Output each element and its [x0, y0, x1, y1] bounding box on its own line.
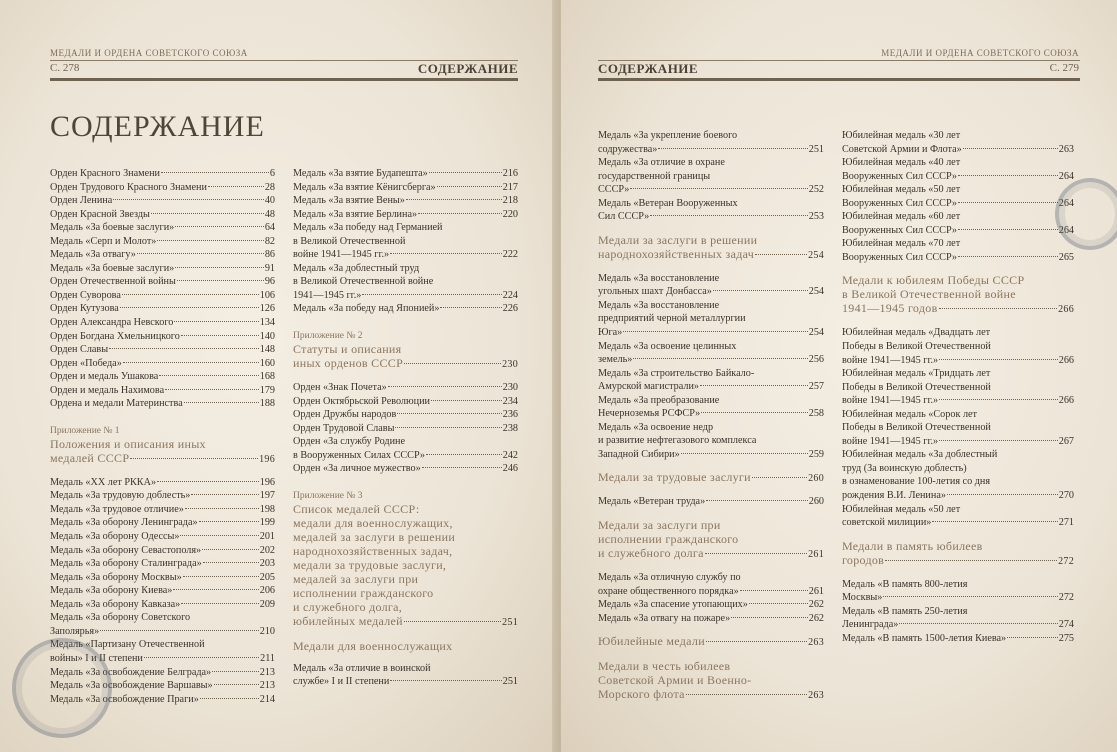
section-heading-entry[interactable]: и служебного долга 261	[598, 546, 824, 561]
toc-entry[interactable]: Орден Богдана Хмельницкого 140	[50, 330, 275, 342]
toc-line: Медаль «За победу над Германией	[293, 222, 443, 234]
toc-group	[293, 167, 518, 221]
toc-line: Медаль «За отличие в воинской	[293, 662, 431, 674]
toc-line: Медаль «За восстановление	[598, 272, 720, 284]
toc-entry[interactable]: Орден Кутузова 126	[50, 303, 275, 315]
toc-entry[interactable]: Медаль «За освобождение Праги» 214	[50, 693, 275, 705]
toc-line: в ознаменование 100-летия со дня	[842, 476, 991, 488]
ink-stamp	[1055, 178, 1117, 250]
toc-group	[598, 571, 824, 625]
toc-entry[interactable]: угольных шахт Донбасса» 254	[598, 286, 824, 298]
toc-entry[interactable]: Орден и медаль Нахимова 179	[50, 384, 275, 396]
toc-line: Юбилейная медаль «40 лет	[842, 157, 961, 169]
toc-entry[interactable]: Медаль «XX лет РККА» 196	[50, 476, 275, 488]
section-heading-line: медали за трудовые заслуги,	[293, 557, 447, 572]
running-head-left: МЕДАЛИ И ОРДЕНА СОВЕТСКОГО СОЮЗА	[50, 48, 248, 58]
section-heading-line: Медали к юбилеям Победы СССР	[842, 273, 1025, 288]
toc-line: Медаль «За строительство Байкало-	[598, 367, 755, 379]
page-number-right: С. 279	[1049, 62, 1079, 74]
toc-entry[interactable]: Медаль «За победу над Японией» 226	[293, 303, 518, 315]
toc-line: Медаль «В память 800-летия	[842, 578, 968, 590]
section-heading-lines	[293, 502, 518, 614]
toc-entry[interactable]: Медаль «За освобождение Варшавы» 213	[50, 680, 275, 692]
toc-line: Юбилейная медаль «60 лет	[842, 211, 961, 223]
toc-line: Юбилейная медаль «50 лет	[842, 503, 961, 515]
toc-group	[598, 272, 824, 462]
toc-entry[interactable]: Орден Красной Звезды 48	[50, 208, 275, 220]
appendix-label: Приложение № 3	[293, 490, 363, 501]
toc-group	[842, 129, 1074, 264]
toc-group	[293, 381, 518, 435]
section-heading	[598, 659, 824, 703]
toc-column-1	[50, 167, 275, 706]
toc-line: Медаль «За освоение целинных	[598, 340, 737, 352]
right-page	[561, 0, 1117, 752]
toc-entry[interactable]: Орден Красного Знамени 6	[50, 168, 275, 179]
toc-entry[interactable]: Орден Трудового Красного Знамени 28	[50, 181, 275, 193]
toc-entry[interactable]: Орден и медаль Ушакова 168	[50, 371, 275, 383]
toc-line: Юбилейная медаль «30 лет	[842, 130, 961, 141]
toc-line: Юбилейная медаль «50 лет	[842, 184, 961, 196]
header-rule-thick	[598, 78, 1080, 81]
toc-entry[interactable]: Орден Александра Невского 134	[50, 317, 275, 329]
toc-entry[interactable]: СССР» 252	[598, 184, 824, 196]
toc-entry[interactable]: Вооруженных Сил СССР» 264	[842, 224, 1074, 236]
toc-entry[interactable]: Медаль «За оборону Киева» 206	[50, 585, 275, 597]
toc-entry[interactable]: Сил СССР» 253	[598, 211, 824, 223]
toc-entry[interactable]: Медаль «В память 1500-летия Киева» 275	[842, 632, 1074, 644]
section-heading-line: медалей за заслуги при	[293, 571, 419, 586]
section-heading-entry[interactable]: Морского флота 263	[598, 687, 824, 702]
section-heading-line: Медали в честь юбилеев	[598, 659, 731, 674]
toc-entry[interactable]: советской милиции» 271	[842, 517, 1074, 529]
toc-entry[interactable]: в Вооруженных Силах СССР» 242	[293, 449, 518, 461]
section-heading-entry[interactable]: иных орденов СССР 230	[293, 356, 518, 371]
toc-entry[interactable]: Медаль «За спасение утопающих» 262	[598, 599, 824, 611]
toc-entry[interactable]: Юга» 254	[598, 327, 824, 339]
toc-line: и развитие нефтегазового комплекса	[598, 435, 757, 447]
page-number-left: С. 278	[50, 62, 80, 74]
toc-entry[interactable]: Медаль «За оборону Сталинграда» 203	[50, 558, 275, 570]
toc-entry[interactable]: Медаль «Серп и Молот» 82	[50, 235, 275, 247]
toc-line: Медаль «За отличие в охране	[598, 157, 725, 169]
section-heading-line: Советской Армии и Военно-	[598, 673, 752, 688]
toc-line: Медаль «В память 250-летия	[842, 605, 968, 617]
toc-entry[interactable]: войне 1941—1945 гг.» 267	[842, 435, 1074, 447]
toc-entry[interactable]: Медаль «За оборону Кавказа» 209	[50, 598, 275, 610]
section-heading-line: медалей за заслуги в решении	[293, 529, 456, 544]
toc-entry[interactable]: земель» 256	[598, 354, 824, 366]
toc-line: Юбилейная медаль «Двадцать лет	[842, 327, 991, 339]
toc-entry[interactable]: Вооруженных Сил СССР» 264	[842, 197, 1074, 209]
toc-group	[842, 578, 1074, 646]
toc-entry[interactable]: войне 1941—1945 гг.» 266	[842, 395, 1074, 407]
toc-entry[interactable]: Медаль «За взятие Будапешта» 216	[293, 168, 518, 179]
section-heading-line: народнохозяйственных задач,	[293, 543, 453, 558]
toc-line: Медаль «За освоение недр	[598, 421, 714, 433]
toc-entry[interactable]: Медаль «За оборону Севастополя» 202	[50, 544, 275, 556]
section-heading-entry[interactable]: городов 272	[842, 552, 1074, 567]
toc-entry[interactable]: 1941—1945 гг.» 224	[293, 289, 518, 301]
toc-line: Победы в Великой Отечественной	[842, 422, 991, 434]
toc-entry[interactable]: войне 1941—1945 гг.» 266	[842, 354, 1074, 366]
section-heading-line: Список медалей СССР:	[293, 501, 420, 516]
section-heading-line: медали для военнослужащих,	[293, 515, 453, 530]
header-title-right: СОДЕРЖАНИЕ	[598, 61, 699, 76]
toc-entry[interactable]: Вооруженных Сил СССР» 264	[842, 170, 1074, 182]
toc-entry[interactable]: Медаль «За боевые заслуги» 64	[50, 222, 275, 234]
toc-entry[interactable]: Советской Армии и Флота» 263	[842, 143, 1074, 155]
section-heading-lines	[598, 659, 824, 687]
toc-entry[interactable]: Медаль «За боевые заслуги» 91	[50, 262, 275, 274]
section-heading-line: в Великой Отечественной войне	[842, 287, 1016, 302]
toc-line: предприятий черной металлургии	[598, 313, 746, 325]
toc-line: Медаль «За отличную службу по	[598, 572, 741, 584]
toc-line: Медаль «За восстановление	[598, 299, 720, 311]
toc-column-3	[598, 129, 824, 703]
toc-entry[interactable]: Орден Трудовой Славы 238	[293, 422, 518, 434]
toc-entry[interactable]: Вооруженных Сил СССР» 265	[842, 251, 1074, 263]
section-heading-lines	[598, 518, 824, 546]
toc-group	[50, 167, 275, 411]
toc-entry[interactable]: Орден «За личное мужество» 246	[293, 463, 518, 475]
toc-entry[interactable]: Медаль «За оборону Москвы» 205	[50, 571, 275, 583]
toc-line: Медаль «Ветеран Вооруженных	[598, 197, 738, 209]
toc-entry[interactable]: Медаль «За трудовую доблесть» 197	[50, 490, 275, 502]
toc-line: государственной границы	[598, 170, 711, 182]
toc-line: Орден «За службу Родине	[293, 436, 406, 448]
section-heading-line: исполнении гражданского	[293, 585, 434, 600]
toc-line: Медаль «За преобразование	[598, 394, 720, 406]
section-heading-entry[interactable]: медалей СССР 196	[50, 450, 275, 465]
toc-entry[interactable]: Медаль «За взятие Берлина» 220	[293, 208, 518, 220]
toc-line: Юбилейная медаль «70 лет	[842, 238, 961, 250]
section-heading-entry[interactable]: народнохозяйственных задач 254	[598, 246, 824, 261]
toc-entry[interactable]: Орден «Победа» 160	[50, 357, 275, 369]
toc-entry[interactable]: Орден Славы 148	[50, 344, 275, 356]
section-heading-lines	[842, 273, 1074, 301]
toc-entry[interactable]: Орден Октябрьской Революции 234	[293, 395, 518, 407]
toc-entry[interactable]: охране общественного порядка» 261	[598, 585, 824, 597]
toc-entry[interactable]: Нечерноземья РСФСР» 258	[598, 408, 824, 420]
toc-line: Медаль «Партизану Отечественной	[50, 639, 205, 651]
toc-line: труд (За воинскую доблесть)	[842, 462, 967, 474]
section-heading	[50, 437, 275, 467]
toc-entry[interactable]: службе» I и II степени 251	[293, 676, 518, 688]
section-heading	[598, 634, 824, 650]
page-title: СОДЕРЖАНИЕ	[50, 110, 265, 143]
toc-line: Победы в Великой Отечественной	[842, 341, 991, 353]
toc-entry[interactable]: Медаль «Ветеран труда» 260	[598, 496, 824, 508]
toc-line: в Великой Отечественной	[293, 235, 406, 247]
toc-entry[interactable]: содружества» 251	[598, 143, 824, 155]
section-heading	[598, 470, 824, 486]
toc-entry[interactable]: Орден «Знак Почета» 230	[293, 382, 518, 394]
toc-entry[interactable]: Медаль «За освобождение Белграда» 213	[50, 666, 275, 678]
toc-entry[interactable]: войны» I и II степени 211	[50, 652, 275, 664]
toc-entry[interactable]: Медаль «За оборону Ленинграда» 199	[50, 517, 275, 529]
toc-group	[50, 476, 275, 611]
toc-line: Медаль «За укрепление боевого	[598, 130, 738, 141]
toc-entry[interactable]: Орден Суворова 106	[50, 289, 275, 301]
toc-line: Медаль «За доблестный труд	[293, 262, 420, 274]
toc-entry[interactable]: Орден Отечественной войны 96	[50, 276, 275, 288]
toc-entry[interactable]: Ленинграда» 274	[842, 619, 1074, 631]
toc-column-4	[842, 129, 1074, 645]
left-page	[0, 0, 556, 752]
toc-line: Юбилейная медаль «За доблестный	[842, 449, 998, 461]
toc-entry[interactable]: Амурской магистрали» 257	[598, 381, 824, 393]
toc-entry[interactable]: Орден Ленина 40	[50, 195, 275, 207]
section-heading[interactable]	[293, 639, 518, 653]
toc-column-2	[293, 167, 518, 689]
section-heading-line: Медали в память юбилеев	[842, 538, 983, 553]
toc-entry[interactable]: Москвы» 272	[842, 592, 1074, 604]
ink-stamp	[12, 638, 112, 738]
section-heading-entry[interactable]: юбилейных медалей 251	[293, 613, 518, 628]
section-heading-line: Медали для военнослужащих	[293, 638, 453, 653]
toc-group	[598, 129, 824, 224]
toc-entry[interactable]: Заполярья» 210	[50, 625, 275, 637]
section-heading	[598, 233, 824, 263]
toc-entry[interactable]: Медаль «За отвагу» 86	[50, 249, 275, 261]
section-heading	[293, 502, 518, 630]
header-rule-thick	[50, 78, 518, 81]
toc-entry[interactable]: войне 1941—1945 гг.» 222	[293, 249, 518, 261]
header-title-left: СОДЕРЖАНИЕ	[417, 61, 518, 76]
toc-entry[interactable]: Медаль «За взятие Вены» 218	[293, 195, 518, 207]
section-heading-entry[interactable]: Медали за трудовые заслуги 260	[598, 470, 824, 485]
section-heading	[293, 342, 518, 372]
toc-entry[interactable]: Медаль «За взятие Кёнигсберга» 217	[293, 181, 518, 193]
running-head-right: МЕДАЛИ И ОРДЕНА СОВЕТСКОГО СОЮЗА	[881, 48, 1079, 58]
toc-entry[interactable]: Медаль «За трудовое отличие» 198	[50, 503, 275, 515]
section-heading-entry[interactable]: 1941—1945 годов 266	[842, 301, 1074, 316]
toc-line: Юбилейная медаль «Тридцать лет	[842, 368, 991, 380]
toc-entry[interactable]: Орден Дружбы народов 236	[293, 409, 518, 421]
toc-entry[interactable]: Западной Сибири» 259	[598, 448, 824, 460]
section-heading-line: Медали за заслуги при	[598, 518, 721, 533]
toc-entry[interactable]: Ордена и медали Материнства 188	[50, 398, 275, 410]
toc-entry[interactable]: Медаль «За оборону Одессы» 201	[50, 531, 275, 543]
section-heading-line: Статуты и описания	[293, 342, 402, 357]
toc-entry[interactable]: рождения В.И. Ленина» 270	[842, 490, 1074, 502]
toc-line: в Великой Отечественной войне	[293, 276, 434, 288]
section-heading-entry[interactable]: Юбилейные медали 263	[598, 634, 824, 649]
section-heading	[842, 539, 1074, 569]
section-heading-line: Медали за заслуги в решении	[598, 232, 758, 247]
section-heading-line: исполнении гражданского	[598, 532, 739, 547]
toc-line: Медаль «За оборону Советского	[50, 612, 191, 624]
appendix-label: Приложение № 2	[293, 331, 363, 342]
section-heading	[842, 273, 1074, 317]
toc-line: Юбилейная медаль «Сорок лет	[842, 408, 977, 420]
section-heading-line: и служебного долга,	[293, 599, 403, 614]
toc-entry[interactable]: Медаль «За отвагу на пожаре» 262	[598, 612, 824, 624]
section-heading-line: Положения и описания иных	[50, 436, 206, 451]
appendix-label: Приложение № 1	[50, 425, 120, 436]
section-heading	[598, 518, 824, 562]
toc-line: Победы в Великой Отечественной	[842, 381, 991, 393]
toc-group	[842, 326, 1074, 529]
